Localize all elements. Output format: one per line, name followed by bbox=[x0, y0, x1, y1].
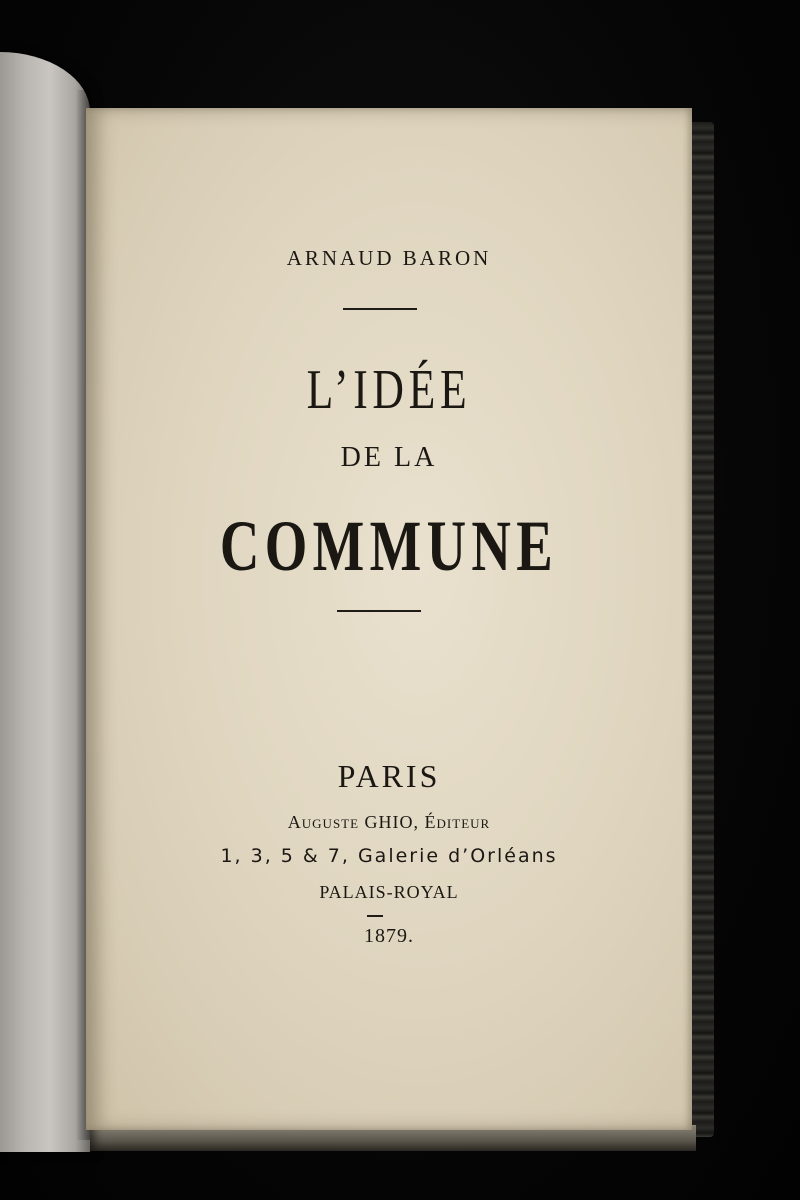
divider-rule-middle bbox=[337, 610, 421, 612]
author-name: ARNAUD BARON bbox=[286, 246, 492, 270]
imprint-publisher: Auguste GHIO, Éditeur bbox=[287, 812, 491, 832]
title-line-2: DE LA bbox=[340, 442, 438, 473]
divider-rule-small bbox=[367, 915, 383, 917]
imprint-address: 1, 3, 5 & 7, Galerie d’Orléans bbox=[220, 845, 558, 867]
divider-rule-top bbox=[343, 308, 417, 310]
title-line-1: L’IDÉE bbox=[306, 359, 472, 421]
imprint-place: PALAIS-ROYAL bbox=[319, 882, 459, 902]
title-page bbox=[86, 108, 692, 1130]
imprint-year: 1879. bbox=[364, 925, 414, 947]
imprint-city: PARIS bbox=[337, 758, 441, 794]
title-line-3: COMMUNE bbox=[219, 506, 559, 586]
